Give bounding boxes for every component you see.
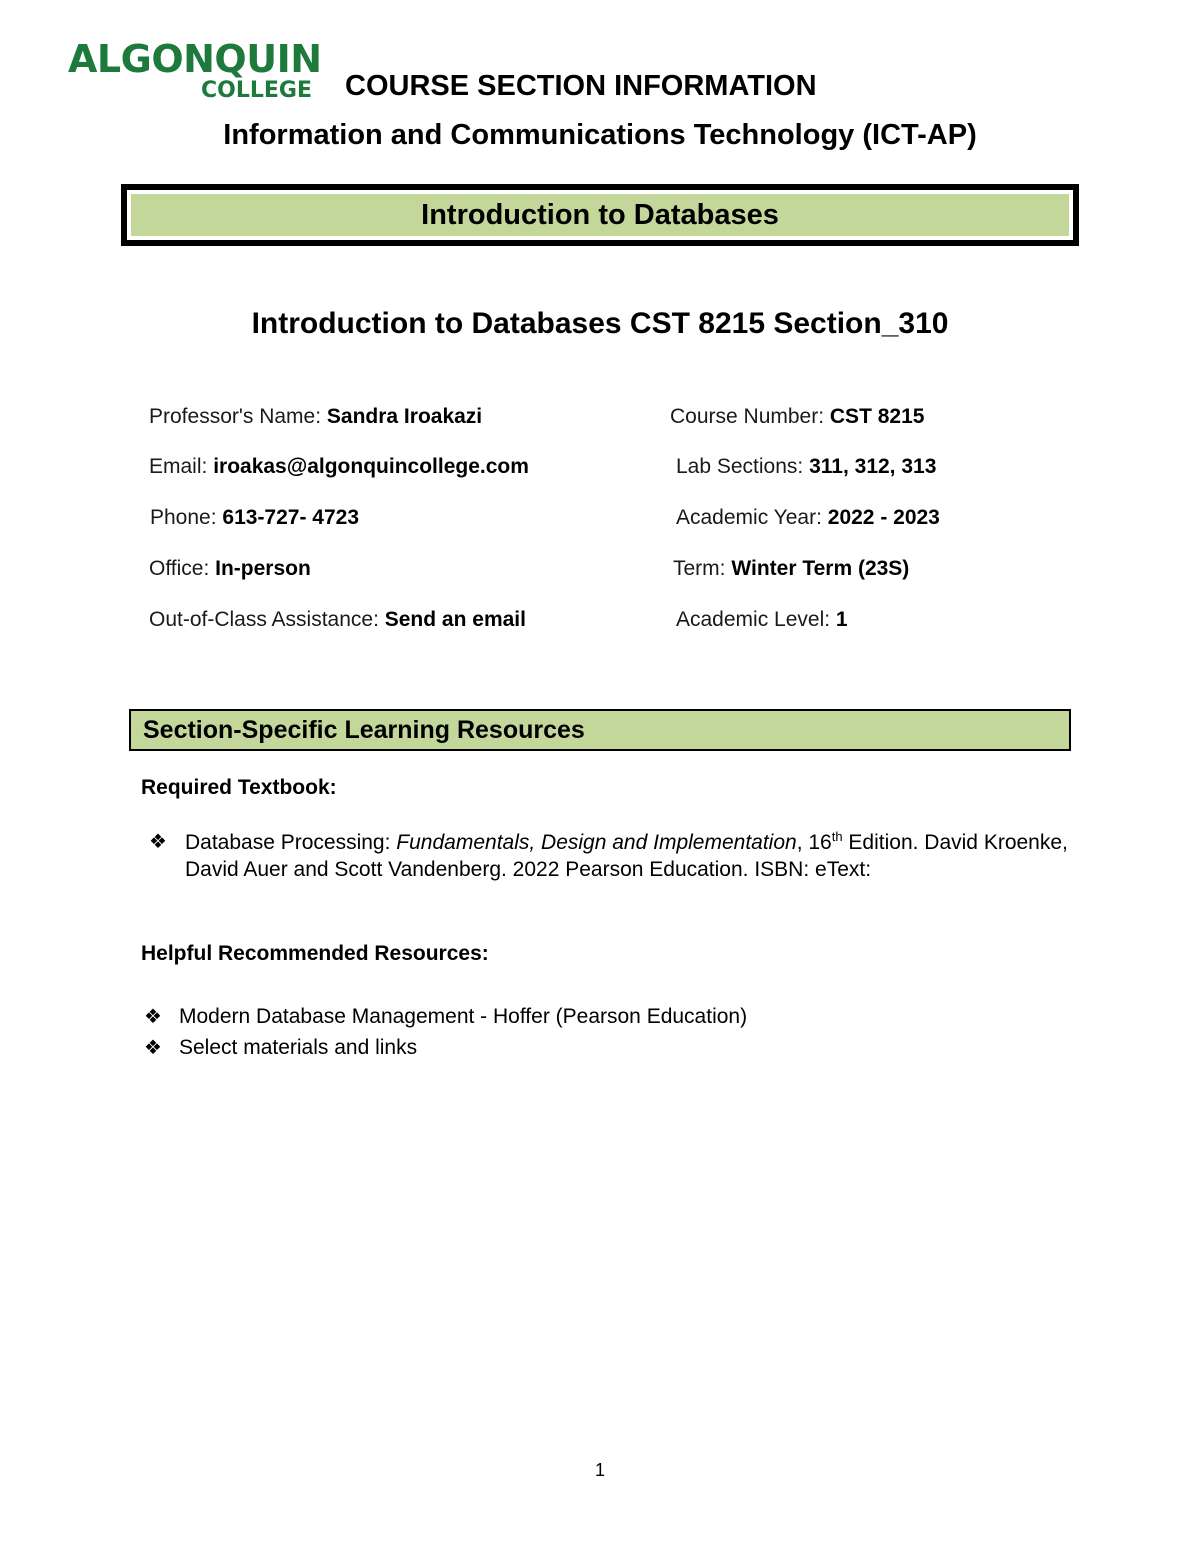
info-professor: [149, 406, 482, 427]
info-value: Winter Term (23S): [731, 557, 910, 580]
info-term: [673, 558, 909, 579]
info-label: Out-of-Class Assistance:: [149, 608, 385, 631]
info-label: Phone:: [150, 506, 223, 529]
info-email: [149, 456, 529, 477]
textbook-title: Fundamentals, Design and Implementation: [396, 831, 797, 854]
info-lab-sections: [676, 456, 936, 477]
resources-section-title: Section-Specific Learning Resources: [143, 715, 585, 744]
info-course-number: [670, 406, 924, 427]
textbook-details: Edition. David Kroenke, David Auer and Scott Vandenberg. 2022 Pearson Education. ISBN: eText:: [185, 831, 1068, 881]
course-banner: [121, 184, 1079, 246]
college-logo-bottom: COLLEGE: [201, 78, 312, 103]
info-academic-year: [676, 507, 940, 528]
list-item: Modern Database Management - Hoffer (Pearson Education): [179, 1005, 748, 1028]
info-label: Office:: [149, 557, 216, 580]
course-heading: Introduction to Databases CST 8215 Section_310: [251, 307, 949, 340]
info-academic-level: [676, 609, 848, 630]
banner-title: Introduction to Databases: [421, 198, 779, 231]
info-label: Email:: [149, 455, 214, 478]
textbook-entry: [185, 829, 1085, 883]
resources-section-header: [129, 709, 1071, 751]
list-item: Select materials and links: [179, 1036, 418, 1059]
info-label: Course Number:: [670, 405, 830, 428]
info-value: CST 8215: [829, 405, 925, 428]
info-label: Professor's Name:: [149, 405, 327, 428]
info-value: Send an email: [384, 608, 526, 631]
page-number: 1: [594, 1460, 605, 1480]
diamond-bullet-icon: ❖: [144, 1006, 162, 1028]
info-label: Academic Level:: [676, 608, 836, 631]
info-value: 311, 312, 313: [809, 455, 937, 478]
info-value: 2022 - 2023: [827, 506, 940, 529]
college-logo-top: ALGONQUIN: [68, 37, 322, 81]
info-value: Sandra Iroakazi: [326, 405, 483, 428]
info-office: [149, 558, 311, 579]
info-value: 1: [835, 608, 848, 631]
diamond-bullet-icon: ❖: [149, 831, 167, 853]
info-label: Term:: [673, 557, 732, 580]
info-assistance: [149, 609, 526, 630]
program-subtitle: Information and Communications Technology (ICT-AP): [223, 119, 977, 151]
page-title: COURSE SECTION INFORMATION: [345, 70, 817, 102]
info-value: In-person: [215, 557, 311, 580]
info-value: iroakas@algonquincollege.com: [213, 455, 529, 478]
diamond-bullet-icon: ❖: [144, 1037, 162, 1059]
info-phone: [150, 507, 359, 528]
textbook-edition-suffix: th: [831, 829, 843, 844]
helpful-resources-label: Helpful Recommended Resources:: [141, 942, 489, 965]
textbook-prefix: Database Processing:: [185, 831, 397, 854]
info-label: Lab Sections:: [676, 455, 810, 478]
required-textbook-label: Required Textbook:: [141, 776, 337, 799]
info-label: Academic Year:: [676, 506, 828, 529]
info-value: 613-727- 4723: [222, 506, 360, 529]
textbook-edition: , 16: [796, 831, 832, 854]
